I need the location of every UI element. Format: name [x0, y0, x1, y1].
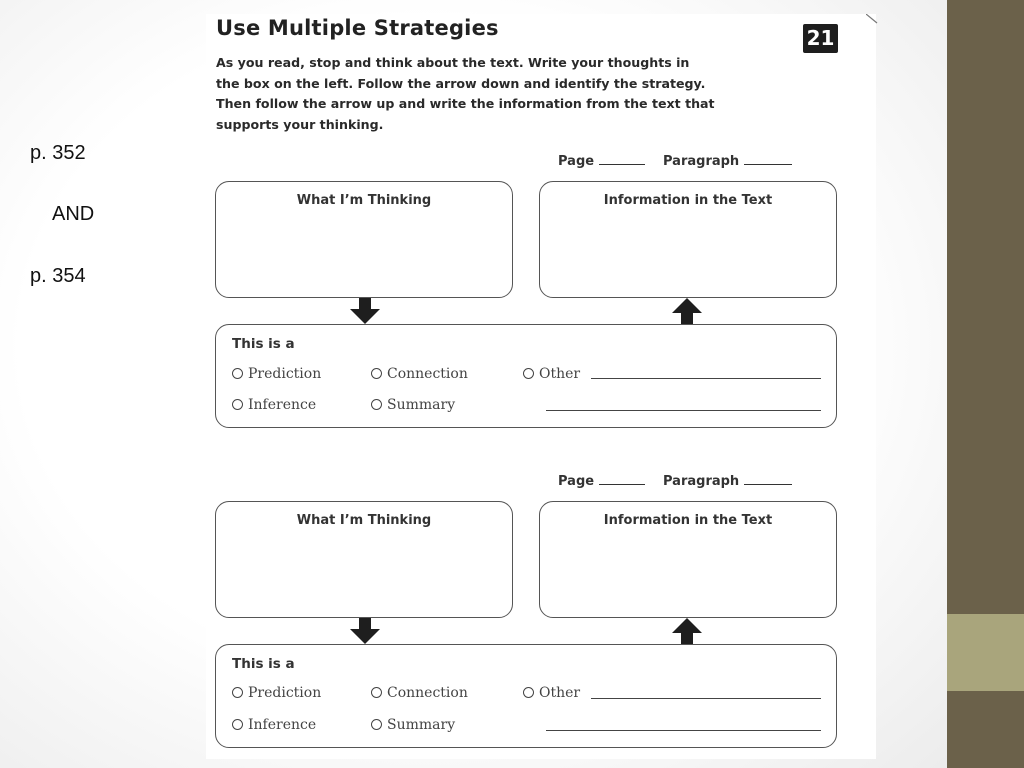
option-connection[interactable]: Connection — [371, 366, 468, 382]
strategy-prompt: This is a — [232, 336, 295, 352]
side-note-page-352: p. 352 — [30, 142, 86, 164]
paragraph-blank[interactable] — [744, 163, 792, 165]
arrow-up-icon — [671, 618, 703, 645]
radio-icon — [371, 399, 382, 410]
arrow-up-icon — [671, 298, 703, 325]
radio-icon — [232, 399, 243, 410]
paragraph-field: Paragraph — [663, 154, 792, 169]
page-field: Page — [558, 154, 645, 169]
radio-icon — [371, 687, 382, 698]
instructions-line-3: Then follow the arrow up and write the information from the text that — [216, 96, 715, 111]
info-box[interactable] — [539, 501, 837, 618]
radio-icon — [232, 719, 243, 730]
strategy-prompt: This is a — [232, 656, 295, 672]
option-other[interactable]: Other — [523, 685, 580, 701]
option-inference[interactable]: Inference — [232, 717, 316, 733]
instructions-line-1: As you read, stop and think about the text. Write your thoughts in — [216, 55, 690, 70]
radio-icon — [371, 368, 382, 379]
thinking-box-title: What I’m Thinking — [296, 193, 432, 208]
paragraph-blank[interactable] — [744, 483, 792, 485]
radio-icon — [232, 687, 243, 698]
page-field: Page — [558, 474, 645, 489]
side-note-and: AND — [52, 203, 95, 225]
option-inference[interactable]: Inference — [232, 397, 316, 413]
arrow-down-icon — [349, 618, 381, 645]
option-summary[interactable]: Summary — [371, 397, 455, 413]
radio-icon — [523, 368, 534, 379]
option-prediction[interactable]: Prediction — [232, 685, 321, 701]
option-connection[interactable]: Connection — [371, 685, 468, 701]
option-prediction[interactable]: Prediction — [232, 366, 321, 382]
page-blank[interactable] — [599, 163, 645, 165]
thinking-box-title: What I’m Thinking — [296, 513, 432, 528]
paragraph-field: Paragraph — [663, 474, 792, 489]
info-box-title: Information in the Text — [603, 193, 773, 208]
radio-icon — [523, 687, 534, 698]
other-answer-line-1[interactable] — [591, 698, 821, 699]
instructions-line-4: supports your thinking. — [216, 117, 384, 132]
thinking-box[interactable] — [215, 181, 513, 298]
lesson-number-badge: 21 — [803, 24, 838, 53]
side-note-page-354: p. 354 — [30, 265, 86, 287]
page-corner-icon — [866, 14, 878, 24]
info-box[interactable] — [539, 181, 837, 298]
other-answer-line-2[interactable] — [546, 730, 821, 731]
info-box-title: Information in the Text — [603, 513, 773, 528]
option-summary[interactable]: Summary — [371, 717, 455, 733]
arrow-down-icon — [349, 298, 381, 325]
thinking-box[interactable] — [215, 501, 513, 618]
decorative-sidebar-accent — [947, 614, 1024, 691]
radio-icon — [232, 368, 243, 379]
page-blank[interactable] — [599, 483, 645, 485]
worksheet-title: Use Multiple Strategies — [216, 16, 499, 40]
radio-icon — [371, 719, 382, 730]
other-answer-line-2[interactable] — [546, 410, 821, 411]
instructions-line-2: the box on the left. Follow the arrow down and identify the strategy. — [216, 76, 706, 91]
option-other[interactable]: Other — [523, 366, 580, 382]
other-answer-line-1[interactable] — [591, 378, 821, 379]
